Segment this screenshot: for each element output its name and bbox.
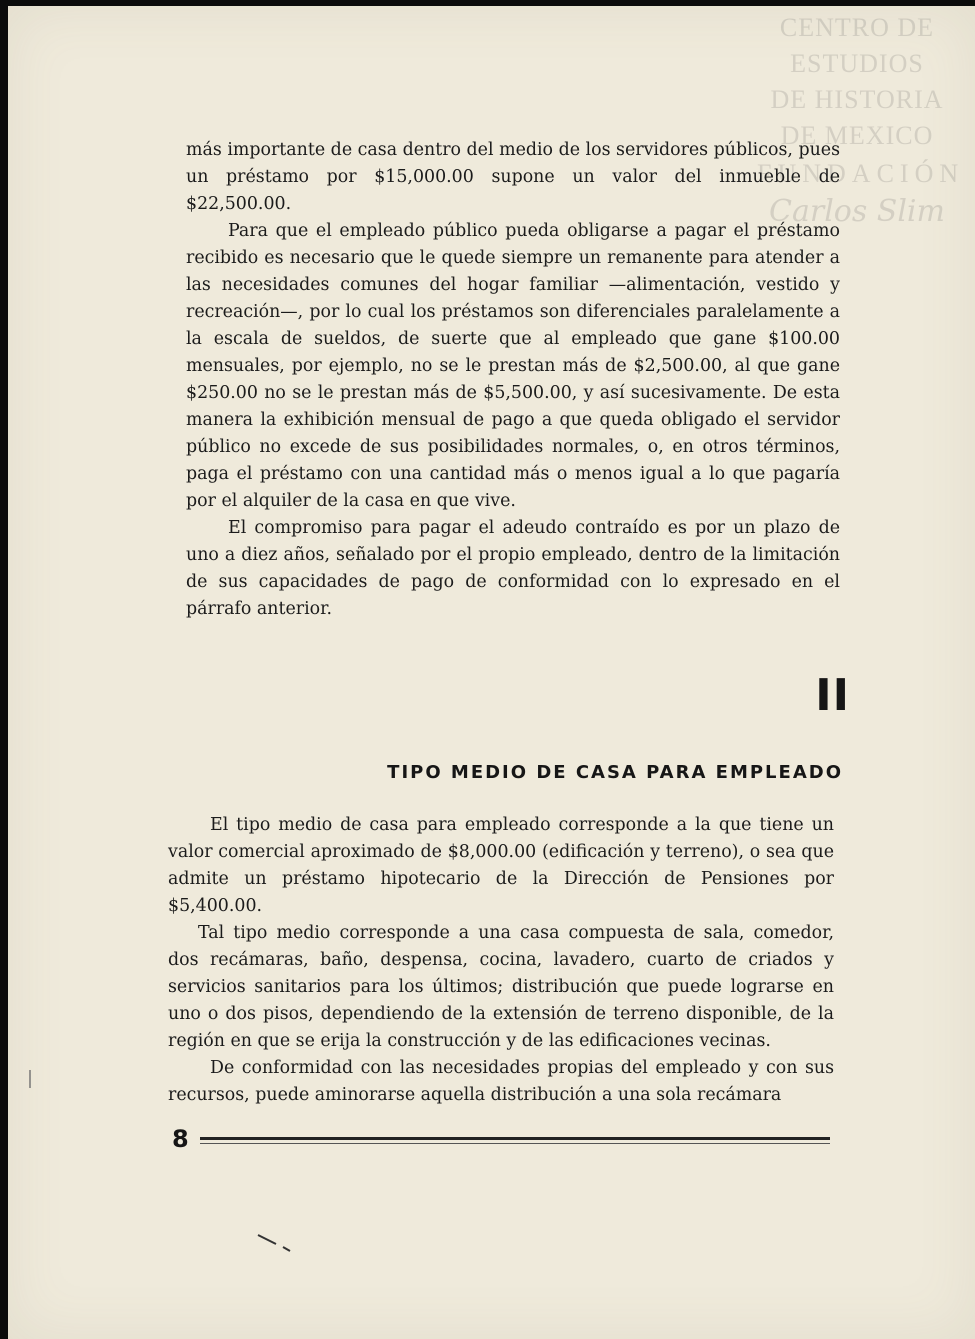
paragraph: más importante de casa dentro del medio de los servidores públicos, pues un préstamo por $15,000.00 supone un valor del inmueble de $22,500.00.	[186, 140, 840, 214]
paper-mark	[283, 1247, 290, 1251]
paper-mark	[258, 1235, 276, 1244]
page-number: 8	[172, 1125, 189, 1153]
section-numeral: II	[815, 670, 850, 721]
paragraph: Para que el empleado público pueda obligarse a pagar el préstamo recibido es necesario que le quede siempre un remanente para atender a las necesidades comunes del hogar familiar —alimentación, vestido y recreación—, por lo cual los préstamos son diferenciales paralelamente a la escala de sueldos, de suerte que al empleado que gane $100.00 mensuales, por ejemplo, no se le prestan más de $2,500.00, al que gane $250.00 no se le prestan más de $5,500.00, y así sucesivamente. De esta manera la exhibición mensual de pago a que queda obligado el servidor público no excede de sus posibilidades normales, o, en otros términos, paga el préstamo con una cantidad más o menos igual a lo que pagaría por el alquiler de la casa en que vive.	[186, 221, 840, 511]
paragraph: El tipo medio de casa para empleado corresponde a la que tiene un valor comercial aproximado de $8,000.00 (edificación y terreno), o sea que admite un préstamo hipotecario de la Dirección de Pensiones por $5,400.00.	[168, 815, 834, 916]
watermark-line: ESTUDIOS	[790, 49, 924, 78]
watermark-line: DE HISTORIA	[770, 85, 944, 114]
watermark-foundation: FUNDACIÓN	[757, 159, 965, 188]
section-heading: TIPO MEDIO DE CASA PARA EMPLEADO	[387, 762, 843, 783]
paragraph: El compromiso para pagar el adeudo contraído es por un plazo de uno a diez años, señalado por el propio empleado, dentro de la limitación de sus capacidades de pago de conformidad con lo expresado en el párrafo anterior.	[186, 518, 840, 619]
paragraph: De conformidad con las necesidades propias del empleado y con sus recursos, puede aminorarse aquella distribución a una sola recámara	[168, 1058, 834, 1105]
paragraph: Tal tipo medio corresponde a una casa compuesta de sala, comedor, dos recámaras, baño, despensa, cocina, lavadero, cuarto de criados y servicios sanitarios para los últimos; distribución que puede lograrse en uno o dos pisos, dependiendo de la extensión de terreno disponible, de la región en que se erija la construcción y de las edificaciones vecinas.	[168, 923, 834, 1051]
watermark-line: CENTRO DE	[779, 13, 935, 42]
watermark-signature: Carlos Slim	[769, 194, 945, 229]
watermark-line: DE MEXICO	[780, 121, 934, 150]
